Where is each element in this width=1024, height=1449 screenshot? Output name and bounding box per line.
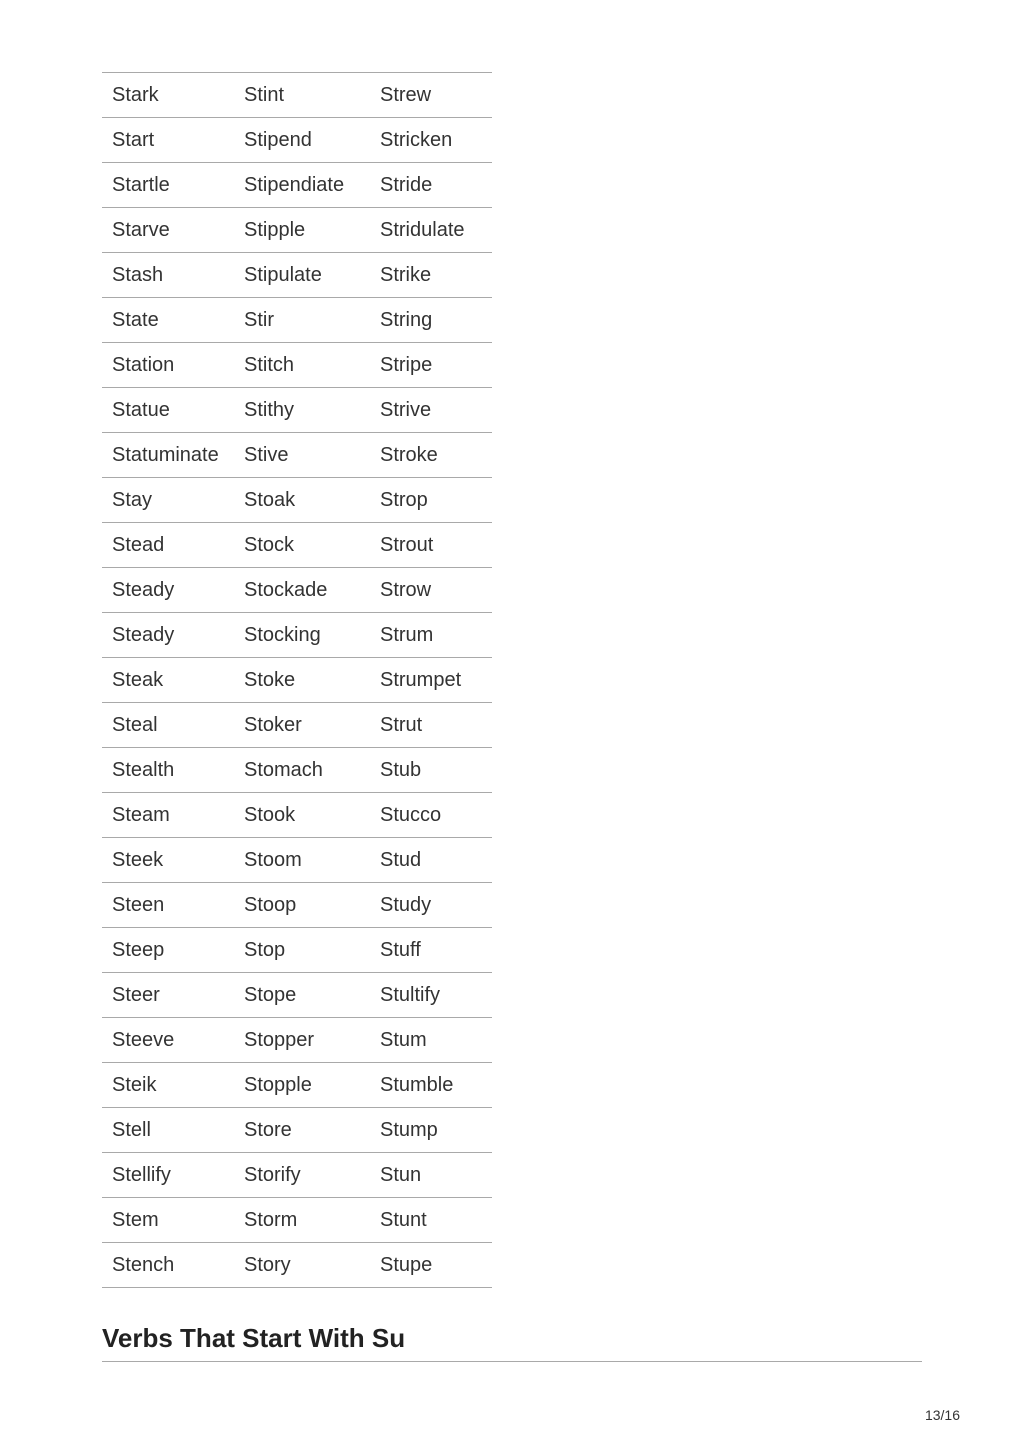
table-cell: Stoom bbox=[234, 838, 370, 883]
table-row bbox=[102, 163, 492, 208]
table-row bbox=[102, 1198, 492, 1243]
table-row bbox=[102, 838, 492, 883]
table-row bbox=[102, 1243, 492, 1288]
table-cell: Stum bbox=[370, 1018, 492, 1063]
table-cell: Stipend bbox=[234, 118, 370, 163]
table-cell: Stash bbox=[102, 253, 234, 298]
table-cell: Stucco bbox=[370, 793, 492, 838]
table-cell: Storm bbox=[234, 1198, 370, 1243]
table-cell: Strew bbox=[370, 73, 492, 118]
table-row bbox=[102, 1153, 492, 1198]
table-cell: Stripe bbox=[370, 343, 492, 388]
table-cell: Stir bbox=[234, 298, 370, 343]
table-cell: Stipple bbox=[234, 208, 370, 253]
table-cell: String bbox=[370, 298, 492, 343]
table-cell: Stell bbox=[102, 1108, 234, 1153]
table-cell: Strop bbox=[370, 478, 492, 523]
table-cell: Stem bbox=[102, 1198, 234, 1243]
table-cell: Stealth bbox=[102, 748, 234, 793]
table-cell: Stop bbox=[234, 928, 370, 973]
table-cell: Steeve bbox=[102, 1018, 234, 1063]
table-cell: Stump bbox=[370, 1108, 492, 1153]
table-cell: Stunt bbox=[370, 1198, 492, 1243]
table-row bbox=[102, 343, 492, 388]
table-cell: Stride bbox=[370, 163, 492, 208]
table-cell: Stuff bbox=[370, 928, 492, 973]
table-cell: Stive bbox=[234, 433, 370, 478]
table-cell: Stroke bbox=[370, 433, 492, 478]
page-number: 13/16 bbox=[924, 1407, 960, 1423]
table-cell: Stub bbox=[370, 748, 492, 793]
table-cell: Steady bbox=[102, 613, 234, 658]
table-cell: Steik bbox=[102, 1063, 234, 1108]
section-divider bbox=[102, 1361, 922, 1362]
table-cell: Strike bbox=[370, 253, 492, 298]
table-cell: Stockade bbox=[234, 568, 370, 613]
table-cell: Stook bbox=[234, 793, 370, 838]
table-cell: Steep bbox=[102, 928, 234, 973]
table-cell: Stock bbox=[234, 523, 370, 568]
table-row bbox=[102, 1063, 492, 1108]
table-cell: Steady bbox=[102, 568, 234, 613]
word-table bbox=[102, 72, 492, 1288]
table-cell: Steek bbox=[102, 838, 234, 883]
table-row bbox=[102, 658, 492, 703]
table-cell: Statue bbox=[102, 388, 234, 433]
table-cell: Stope bbox=[234, 973, 370, 1018]
table-row bbox=[102, 1108, 492, 1153]
table-cell: Store bbox=[234, 1108, 370, 1153]
table-cell: Stumble bbox=[370, 1063, 492, 1108]
table-row bbox=[102, 523, 492, 568]
table-cell: Steen bbox=[102, 883, 234, 928]
table-cell: Stoop bbox=[234, 883, 370, 928]
table-cell: Stithy bbox=[234, 388, 370, 433]
table-row bbox=[102, 73, 492, 118]
table-cell: Steer bbox=[102, 973, 234, 1018]
table-row bbox=[102, 883, 492, 928]
table-row bbox=[102, 703, 492, 748]
table-cell: Stellify bbox=[102, 1153, 234, 1198]
table-cell: Steal bbox=[102, 703, 234, 748]
table-cell: Stench bbox=[102, 1243, 234, 1288]
table-row bbox=[102, 478, 492, 523]
table-cell: Stomach bbox=[234, 748, 370, 793]
table-cell: Strow bbox=[370, 568, 492, 613]
table-cell: Stead bbox=[102, 523, 234, 568]
table-row bbox=[102, 253, 492, 298]
table-cell: Strout bbox=[370, 523, 492, 568]
table-cell: Stricken bbox=[370, 118, 492, 163]
table-cell: Stark bbox=[102, 73, 234, 118]
table-row bbox=[102, 793, 492, 838]
table-cell: Starve bbox=[102, 208, 234, 253]
table-cell: Stoke bbox=[234, 658, 370, 703]
table-cell: Strum bbox=[370, 613, 492, 658]
table-row bbox=[102, 1018, 492, 1063]
table-cell: Stud bbox=[370, 838, 492, 883]
table-row bbox=[102, 298, 492, 343]
table-cell: Statuminate bbox=[102, 433, 234, 478]
word-table-body bbox=[102, 73, 492, 1288]
table-cell: Stocking bbox=[234, 613, 370, 658]
table-cell: Stoak bbox=[234, 478, 370, 523]
table-cell: Story bbox=[234, 1243, 370, 1288]
section-heading: Verbs That Start With Su bbox=[102, 1323, 406, 1353]
table-cell: Strive bbox=[370, 388, 492, 433]
table-cell: Start bbox=[102, 118, 234, 163]
table-cell: Stopple bbox=[234, 1063, 370, 1108]
table-cell: Startle bbox=[102, 163, 234, 208]
table-cell: Stridulate bbox=[370, 208, 492, 253]
table-cell: Strumpet bbox=[370, 658, 492, 703]
table-cell: Station bbox=[102, 343, 234, 388]
table-cell: Stun bbox=[370, 1153, 492, 1198]
table-row bbox=[102, 388, 492, 433]
table-cell: Stopper bbox=[234, 1018, 370, 1063]
table-cell: Stipulate bbox=[234, 253, 370, 298]
table-row bbox=[102, 748, 492, 793]
table-cell: Strut bbox=[370, 703, 492, 748]
table-row bbox=[102, 568, 492, 613]
table-row bbox=[102, 973, 492, 1018]
table-row bbox=[102, 118, 492, 163]
table-cell: Storify bbox=[234, 1153, 370, 1198]
table-cell: Steam bbox=[102, 793, 234, 838]
table-row bbox=[102, 613, 492, 658]
table-cell: Stipendiate bbox=[234, 163, 370, 208]
table-row bbox=[102, 208, 492, 253]
table-row bbox=[102, 928, 492, 973]
table-cell: Stay bbox=[102, 478, 234, 523]
table-cell: Stoker bbox=[234, 703, 370, 748]
table-cell: Steak bbox=[102, 658, 234, 703]
table-cell: Study bbox=[370, 883, 492, 928]
table-cell: Stint bbox=[234, 73, 370, 118]
table-cell: Stupe bbox=[370, 1243, 492, 1288]
table-cell: Stultify bbox=[370, 973, 492, 1018]
table-cell: Stitch bbox=[234, 343, 370, 388]
table-cell: State bbox=[102, 298, 234, 343]
table-row bbox=[102, 433, 492, 478]
